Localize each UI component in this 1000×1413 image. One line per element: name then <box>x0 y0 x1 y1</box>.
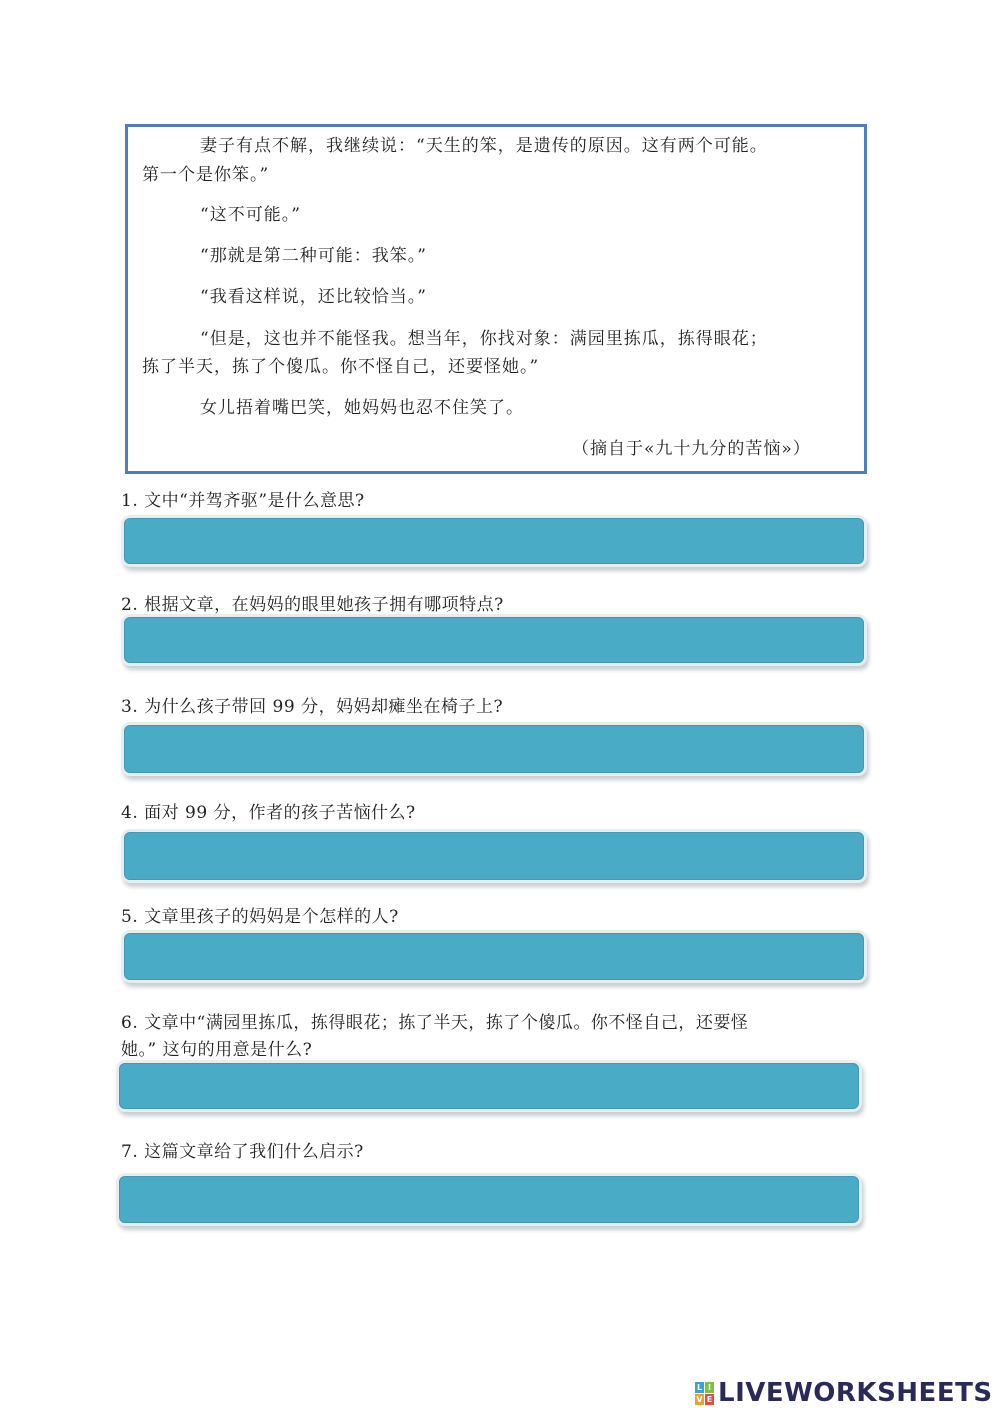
logo-letter-v: V <box>696 1394 703 1404</box>
question-1-text: 1. 文中“并驾齐驱”是什么意思? <box>121 491 365 511</box>
question-6-text-line2: 她。” 这句的用意是什么? <box>121 1040 313 1060</box>
question-3-text: 3. 为什么孩子带回 99 分，妈妈却瘫坐在椅子上? <box>121 697 504 717</box>
passage-line: 妻子有点不解，我继续说：“天生的笨，是遗传的原因。这有两个可能。 <box>200 136 768 156</box>
answer-box-1[interactable] <box>124 518 864 564</box>
answer-box-7[interactable] <box>119 1176 859 1223</box>
logo-letter-l: L <box>696 1382 703 1392</box>
passage-line: 拣了半天，拣了个傻瓜。你不怪自己，还要怪她。” <box>142 357 540 377</box>
question-2-text: 2. 根据文章，在妈妈的眼里她孩子拥有哪项特点? <box>121 595 504 615</box>
logo-letter-e: E <box>706 1394 713 1404</box>
answer-box-6[interactable] <box>119 1063 859 1109</box>
logo-text: LIVEWORKSHEETS <box>718 1378 993 1408</box>
logo-blocks-icon <box>695 1382 714 1405</box>
passage-line: “那就是第二种可能：我笨。” <box>200 246 427 266</box>
question-4-text: 4. 面对 99 分，作者的孩子苦恼什么? <box>121 803 416 823</box>
passage-line: 第一个是你笨。” <box>142 165 270 185</box>
passage-line: “这不可能。” <box>200 205 301 225</box>
answer-box-4[interactable] <box>124 832 864 880</box>
question-7-text: 7. 这篇文章给了我们什么启示? <box>121 1142 364 1162</box>
question-5-text: 5. 文章里孩子的妈妈是个怎样的人? <box>121 907 399 927</box>
passage-source: （摘自于«九十九分的苦恼»） <box>572 439 811 459</box>
passage-line: “但是，这也并不能怪我。想当年，你找对象：满园里拣瓜，拣得眼花； <box>200 329 768 349</box>
answer-box-2[interactable] <box>124 617 864 663</box>
answer-box-3[interactable] <box>124 725 864 773</box>
liveworksheets-logo <box>695 1378 993 1408</box>
logo-letter-i: I <box>705 1382 714 1393</box>
passage-line: “我看这样说，还比较恰当。” <box>200 287 427 307</box>
passage-line: 女儿捂着嘴巴笑，她妈妈也忍不住笑了。 <box>200 398 524 418</box>
question-6-text-line1: 6. 文章中“满园里拣瓜，拣得眼花；拣了半天，拣了个傻瓜。你不怪自己，还要怪 <box>121 1013 749 1033</box>
answer-box-5[interactable] <box>124 933 864 980</box>
